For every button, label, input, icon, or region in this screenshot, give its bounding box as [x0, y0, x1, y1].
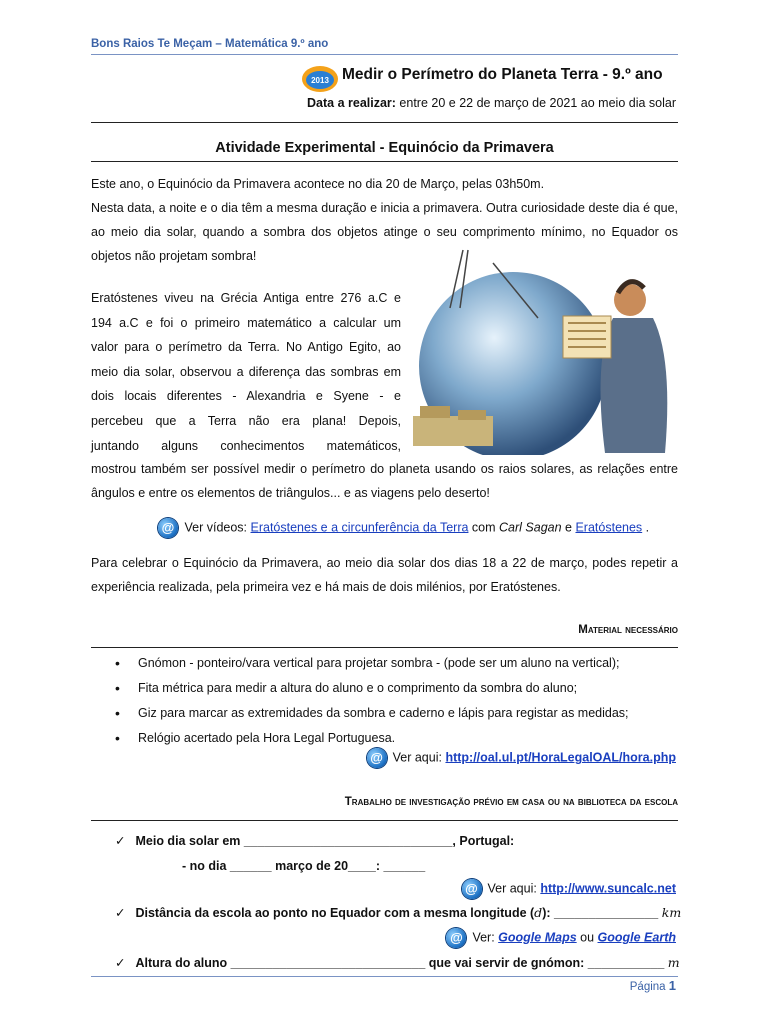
check-icon: ✓: [115, 956, 126, 970]
videos-person: Carl Sagan: [499, 520, 562, 535]
height-unit: m: [667, 955, 680, 970]
page-title: Medir o Perímetro do Planeta Terra - 9.º ano: [342, 66, 663, 83]
logo-text: 2013: [311, 76, 329, 85]
page-header: Bons Raios Te Meçam – Matemática 9.º ano: [91, 38, 329, 50]
maps-link-or: ou: [576, 930, 598, 945]
header-divider: [91, 54, 678, 55]
equinox-logo-icon: [301, 64, 339, 94]
material-heading: Material necessário: [578, 624, 678, 636]
eratosthenes-line: meio dia solar, observou a diferença das sombras em: [91, 364, 401, 379]
check-icon: ✓: [115, 834, 126, 848]
page-footer: [630, 978, 676, 993]
web-link-icon: @: [158, 518, 178, 538]
suncalc-link[interactable]: http://www.suncalc.net: [540, 881, 676, 896]
research-item-text: ): _______________: [542, 906, 662, 920]
date-value: entre 20 e 22 de março de 2021 ao meio dia solar: [395, 96, 676, 110]
title-divider: [91, 122, 678, 123]
video-link-eratosthenes[interactable]: Eratóstenes: [575, 520, 643, 535]
suncalc-link-label: Ver aqui:: [487, 881, 541, 896]
eratosthenes-line: percebeu que a Terra não era plana! Depois,: [91, 413, 401, 428]
eratosthenes-paragraph: [91, 286, 401, 458]
list-item: • Gnómon - ponteiro/vara vertical para projetar sombra - (pode ser um aluno na vertical);: [115, 653, 629, 678]
intro-rest: Nesta data, a noite e o dia têm a mesma duração e inicia a primavera. Outra curiosidade deste dia é que, ao meio dia solar, quando a sombra dos objetos atinge o seu comprimento mínimo, no Equador os objetos não projetam sombra!: [91, 201, 678, 263]
intro-line-1: Este ano, o Equinócio da Primavera acontece no dia 20 de Março, pelas 03h50m.: [91, 177, 545, 191]
time-link-line: [367, 748, 676, 768]
eratosthenes-line: dois locais diferentes - Alexandria e Syene - e: [91, 389, 401, 404]
research-item-distance: [115, 905, 681, 920]
video-link-circumference[interactable]: Eratóstenes e a circunferência da Terra: [250, 520, 469, 535]
list-item: • Giz para marcar as extremidades da sombra e caderno e lápis para registar as medidas;: [115, 703, 629, 728]
celebrate-paragraph: Para celebrar o Equinócio da Primavera, ao meio dia solar dos dias 18 a 22 de março, podes repetir a experiência realizada, pela primeira vez e há mais de dois milénios, por Eratóstenes.: [91, 556, 678, 594]
time-link[interactable]: http://oal.ul.pt/HoraLegalOAL/hora.php: [445, 750, 676, 765]
eratosthenes-line: valor para o perímetro da Terra. No Antigo Egito, ao: [91, 340, 401, 355]
date-label: Data a realizar:: [307, 96, 396, 110]
research-item-text: Altura do aluno ____________________________ que vai servir de gnómon: ___________: [135, 956, 668, 970]
page-label: Página: [629, 981, 669, 993]
research-heading: Trabalho de investigação prévio em casa ou na biblioteca da escola: [344, 796, 678, 808]
research-item-subline: - no dia ______ março de 20____: ______: [182, 859, 426, 873]
research-item-text: Distância da escola ao ponto no Equador com a mesma longitude (: [135, 906, 535, 920]
web-link-icon: @: [367, 748, 387, 768]
material-divider: [91, 647, 678, 648]
web-link-icon: @: [446, 928, 466, 948]
videos-prefix: Ver vídeos:: [184, 520, 251, 535]
list-item: • Relógio acertado pela Hora Legal Portuguesa.: [115, 728, 629, 753]
distance-unit: km: [661, 905, 682, 920]
eratosthenes-illustration: [408, 248, 678, 455]
google-earth-link[interactable]: Google Earth: [597, 930, 676, 945]
distance-variable: d: [534, 905, 543, 920]
time-link-label: Ver aqui:: [392, 750, 446, 765]
eratosthenes-line: Eratóstenes viveu na Grécia Antiga entre 276 a.C e: [91, 291, 401, 305]
eratosthenes-line: 194 a.C e foi o primeiro matemático a calcular um: [91, 315, 401, 330]
research-item-text: Meio dia solar em ______________________________, Portugal:: [135, 834, 515, 848]
research-item-solar-noon: [115, 833, 514, 848]
web-link-icon: @: [462, 879, 482, 899]
activity-title: Atividade Experimental - Equinócio da Primavera: [215, 140, 554, 156]
maps-link-line: [446, 928, 676, 948]
videos-mid: com: [468, 520, 500, 535]
videos-and: e: [561, 520, 576, 535]
eratosthenes-line: juntando alguns conhecimentos matemáticos,: [91, 438, 401, 453]
check-icon: ✓: [115, 906, 126, 920]
date-line: [307, 96, 676, 110]
suncalc-link-line: [462, 879, 677, 899]
google-maps-link[interactable]: Google Maps: [498, 930, 577, 945]
maps-link-label: Ver:: [472, 930, 499, 945]
material-list: [115, 653, 629, 753]
research-item-height: [115, 955, 680, 970]
footer-divider: [91, 976, 678, 977]
eratosthenes-rest: mostrou também ser possível medir o perímetro do planeta usando os raios solares, as relações entre ângulos e entre os elementos de triângulos... e as viagens pelo deserto!: [91, 462, 678, 500]
list-item: • Fita métrica para medir a altura do aluno e o comprimento da sombra do aluno;: [115, 678, 629, 703]
videos-end: .: [642, 520, 650, 535]
videos-line: [158, 518, 649, 538]
activity-divider: [91, 161, 678, 162]
research-divider: [91, 820, 678, 821]
page-number: 1: [668, 978, 676, 993]
